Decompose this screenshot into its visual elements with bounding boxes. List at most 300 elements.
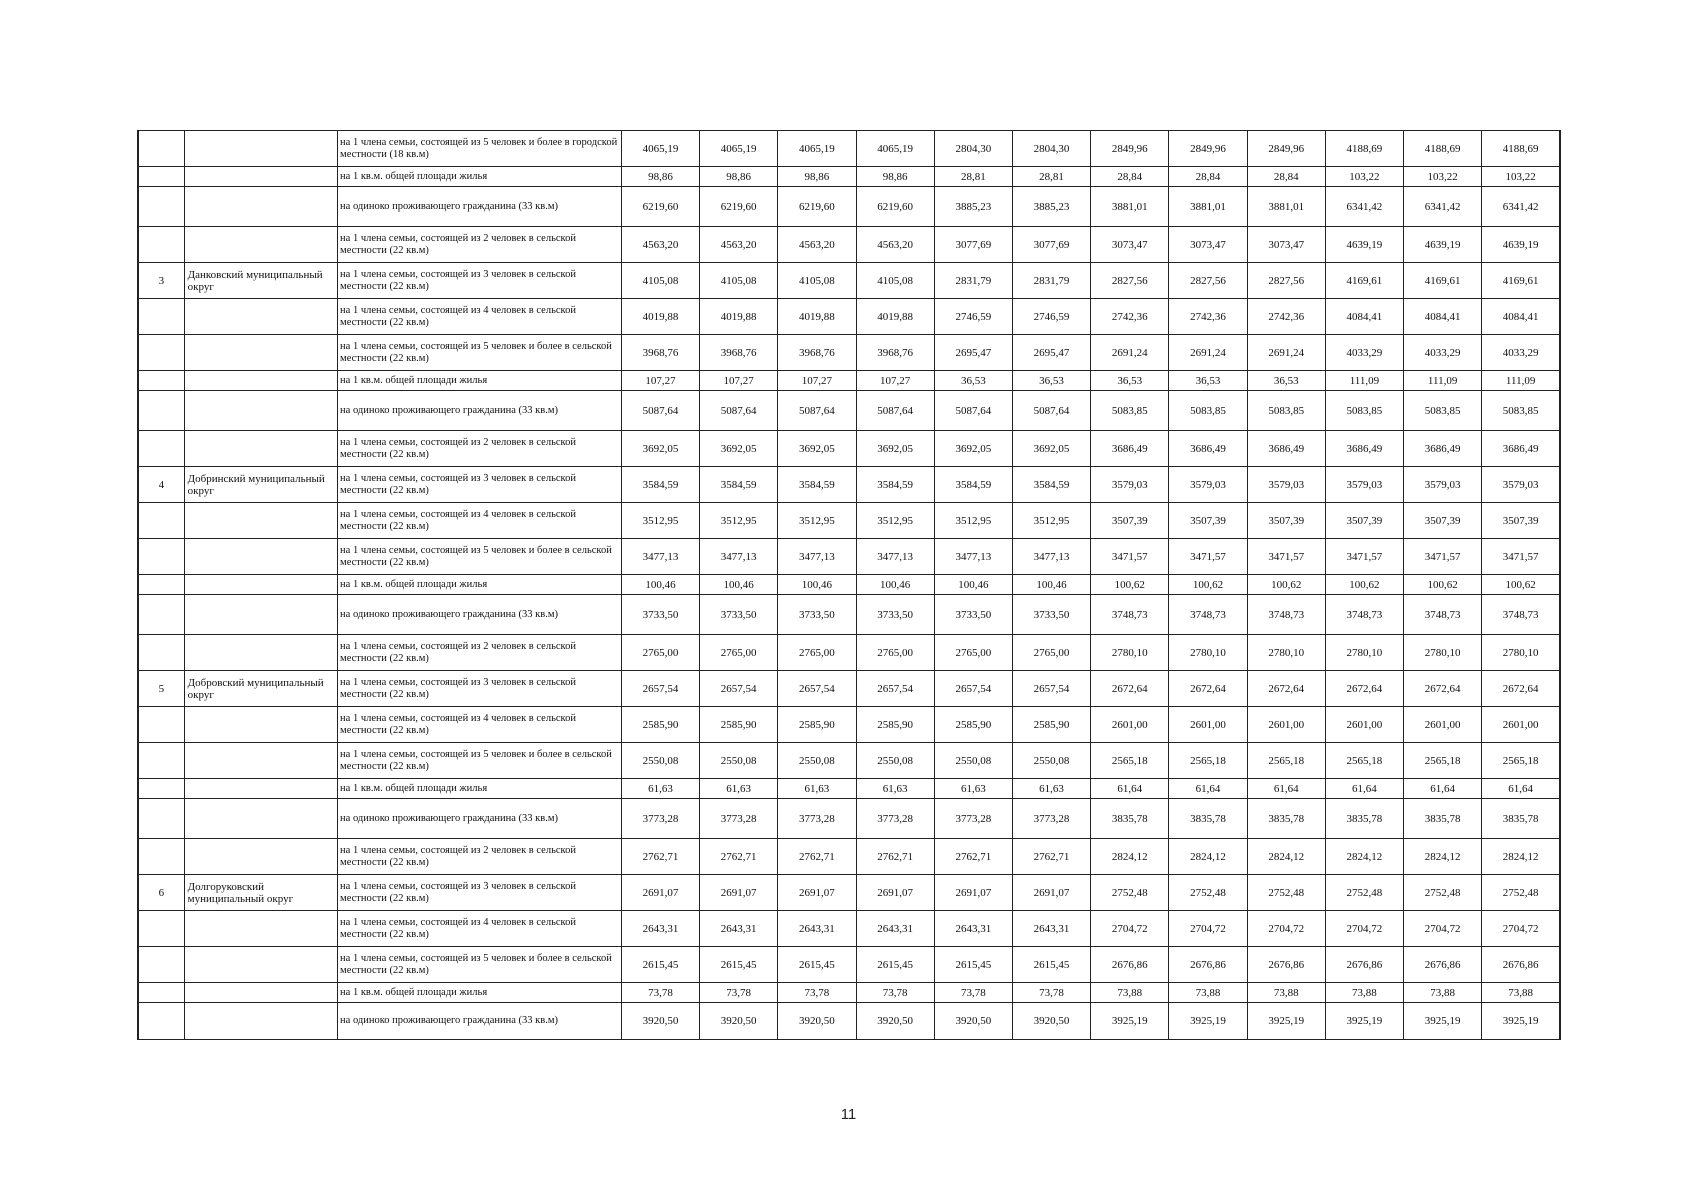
value-cell: 2676,86 bbox=[1091, 947, 1169, 983]
value-cell: 100,46 bbox=[621, 575, 699, 595]
district-index: 3 bbox=[138, 263, 184, 299]
value-cell: 2657,54 bbox=[934, 671, 1012, 707]
value-cell: 3773,28 bbox=[934, 799, 1012, 839]
value-cell: 3512,95 bbox=[856, 503, 934, 539]
value-cell: 4019,88 bbox=[856, 299, 934, 335]
value-cell: 73,78 bbox=[934, 983, 1012, 1003]
price-table bbox=[137, 130, 1561, 1040]
row-label: на 1 члена семьи, состоящей из 2 человек в сельской местности (22 кв.м) bbox=[338, 635, 622, 671]
table-row bbox=[138, 799, 1560, 839]
value-cell: 73,88 bbox=[1482, 983, 1560, 1003]
value-cell: 3920,50 bbox=[700, 1003, 778, 1040]
value-cell: 2643,31 bbox=[856, 911, 934, 947]
value-cell: 3512,95 bbox=[1012, 503, 1090, 539]
value-cell: 3733,50 bbox=[621, 595, 699, 635]
value-cell: 4639,19 bbox=[1325, 227, 1403, 263]
table-row bbox=[138, 743, 1560, 779]
value-cell: 2752,48 bbox=[1247, 875, 1325, 911]
value-cell: 3881,01 bbox=[1091, 187, 1169, 227]
row-label: на 1 члена семьи, состоящей из 5 человек и более в сельской местности (22 кв.м) bbox=[338, 743, 622, 779]
district-index bbox=[138, 391, 184, 431]
table-row bbox=[138, 875, 1560, 911]
value-cell: 3471,57 bbox=[1169, 539, 1247, 575]
value-cell: 2676,86 bbox=[1247, 947, 1325, 983]
value-cell: 3835,78 bbox=[1325, 799, 1403, 839]
row-label: на 1 члена семьи, состоящей из 3 человек в сельской местности (22 кв.м) bbox=[338, 875, 622, 911]
value-cell: 2824,12 bbox=[1169, 839, 1247, 875]
table-row bbox=[138, 575, 1560, 595]
value-cell: 3686,49 bbox=[1482, 431, 1560, 467]
value-cell: 61,64 bbox=[1325, 779, 1403, 799]
value-cell: 2691,24 bbox=[1247, 335, 1325, 371]
value-cell: 111,09 bbox=[1325, 371, 1403, 391]
value-cell: 5083,85 bbox=[1325, 391, 1403, 431]
value-cell: 28,81 bbox=[934, 167, 1012, 187]
value-cell: 2672,64 bbox=[1482, 671, 1560, 707]
value-cell: 5087,64 bbox=[934, 391, 1012, 431]
value-cell: 2643,31 bbox=[778, 911, 856, 947]
value-cell: 2704,72 bbox=[1091, 911, 1169, 947]
value-cell: 3968,76 bbox=[621, 335, 699, 371]
value-cell: 2831,79 bbox=[934, 263, 1012, 299]
value-cell: 3512,95 bbox=[700, 503, 778, 539]
value-cell: 2691,07 bbox=[700, 875, 778, 911]
value-cell: 3471,57 bbox=[1482, 539, 1560, 575]
row-label: на одиноко проживающего гражданина (33 кв.м) bbox=[338, 187, 622, 227]
value-cell: 36,53 bbox=[1091, 371, 1169, 391]
value-cell: 2601,00 bbox=[1247, 707, 1325, 743]
district-name bbox=[184, 595, 337, 635]
value-cell: 2672,64 bbox=[1404, 671, 1482, 707]
district-index bbox=[138, 839, 184, 875]
district-name bbox=[184, 575, 337, 595]
value-cell: 103,22 bbox=[1325, 167, 1403, 187]
value-cell: 4563,20 bbox=[856, 227, 934, 263]
row-label: на 1 члена семьи, состоящей из 4 человек в сельской местности (22 кв.м) bbox=[338, 911, 622, 947]
value-cell: 73,78 bbox=[1012, 983, 1090, 1003]
value-cell: 111,09 bbox=[1482, 371, 1560, 391]
district-name: Данковский муниципальный округ bbox=[184, 263, 337, 299]
value-cell: 5083,85 bbox=[1091, 391, 1169, 431]
value-cell: 3579,03 bbox=[1325, 467, 1403, 503]
district-name bbox=[184, 503, 337, 539]
value-cell: 2704,72 bbox=[1404, 911, 1482, 947]
table-row bbox=[138, 371, 1560, 391]
value-cell: 5087,64 bbox=[778, 391, 856, 431]
value-cell: 2585,90 bbox=[778, 707, 856, 743]
value-cell: 2643,31 bbox=[700, 911, 778, 947]
value-cell: 2585,90 bbox=[1012, 707, 1090, 743]
value-cell: 61,63 bbox=[700, 779, 778, 799]
district-index bbox=[138, 431, 184, 467]
district-index bbox=[138, 539, 184, 575]
table-row bbox=[138, 911, 1560, 947]
value-cell: 3968,76 bbox=[778, 335, 856, 371]
value-cell: 3584,59 bbox=[778, 467, 856, 503]
value-cell: 6219,60 bbox=[856, 187, 934, 227]
district-name bbox=[184, 391, 337, 431]
value-cell: 3835,78 bbox=[1482, 799, 1560, 839]
table-row bbox=[138, 983, 1560, 1003]
value-cell: 73,78 bbox=[856, 983, 934, 1003]
row-label: на 1 члена семьи, состоящей из 4 человек в сельской местности (22 кв.м) bbox=[338, 707, 622, 743]
value-cell: 2746,59 bbox=[934, 299, 1012, 335]
district-name bbox=[184, 839, 337, 875]
value-cell: 5087,64 bbox=[621, 391, 699, 431]
table-row bbox=[138, 839, 1560, 875]
value-cell: 6219,60 bbox=[778, 187, 856, 227]
value-cell: 4169,61 bbox=[1325, 263, 1403, 299]
row-label: на 1 члена семьи, состоящей из 2 человек в сельской местности (22 кв.м) bbox=[338, 227, 622, 263]
district-name bbox=[184, 299, 337, 335]
value-cell: 2849,96 bbox=[1247, 131, 1325, 167]
value-cell: 2691,07 bbox=[1012, 875, 1090, 911]
table-body bbox=[138, 131, 1560, 1040]
value-cell: 2780,10 bbox=[1482, 635, 1560, 671]
district-index bbox=[138, 707, 184, 743]
value-cell: 2672,64 bbox=[1325, 671, 1403, 707]
value-cell: 2824,12 bbox=[1247, 839, 1325, 875]
table-row bbox=[138, 671, 1560, 707]
value-cell: 4563,20 bbox=[778, 227, 856, 263]
value-cell: 2691,07 bbox=[621, 875, 699, 911]
value-cell: 3692,05 bbox=[621, 431, 699, 467]
value-cell: 100,62 bbox=[1325, 575, 1403, 595]
value-cell: 2824,12 bbox=[1091, 839, 1169, 875]
value-cell: 2615,45 bbox=[934, 947, 1012, 983]
value-cell: 4019,88 bbox=[778, 299, 856, 335]
value-cell: 3686,49 bbox=[1247, 431, 1325, 467]
row-label: на одиноко проживающего гражданина (33 кв.м) bbox=[338, 1003, 622, 1040]
value-cell: 2550,08 bbox=[1012, 743, 1090, 779]
value-cell: 3507,39 bbox=[1247, 503, 1325, 539]
row-label: на 1 члена семьи, состоящей из 4 человек в сельской местности (22 кв.м) bbox=[338, 299, 622, 335]
value-cell: 3073,47 bbox=[1091, 227, 1169, 263]
value-cell: 2657,54 bbox=[856, 671, 934, 707]
page-number: 11 bbox=[840, 1106, 857, 1123]
district-index bbox=[138, 299, 184, 335]
value-cell: 2704,72 bbox=[1482, 911, 1560, 947]
value-cell: 28,84 bbox=[1091, 167, 1169, 187]
table-row bbox=[138, 227, 1560, 263]
value-cell: 3881,01 bbox=[1169, 187, 1247, 227]
district-index: 6 bbox=[138, 875, 184, 911]
value-cell: 3686,49 bbox=[1325, 431, 1403, 467]
value-cell: 3920,50 bbox=[1012, 1003, 1090, 1040]
value-cell: 2780,10 bbox=[1091, 635, 1169, 671]
value-cell: 98,86 bbox=[621, 167, 699, 187]
value-cell: 73,88 bbox=[1169, 983, 1247, 1003]
table-row bbox=[138, 503, 1560, 539]
value-cell: 2565,18 bbox=[1404, 743, 1482, 779]
value-cell: 5083,85 bbox=[1247, 391, 1325, 431]
value-cell: 3748,73 bbox=[1091, 595, 1169, 635]
value-cell: 3477,13 bbox=[778, 539, 856, 575]
row-label: на 1 члена семьи, состоящей из 5 человек и более в городской местности (18 кв.м) bbox=[338, 131, 622, 167]
value-cell: 3692,05 bbox=[778, 431, 856, 467]
table-row bbox=[138, 335, 1560, 371]
row-label: на одиноко проживающего гражданина (33 кв.м) bbox=[338, 391, 622, 431]
district-name bbox=[184, 167, 337, 187]
row-label: на 1 члена семьи, состоящей из 3 человек в сельской местности (22 кв.м) bbox=[338, 467, 622, 503]
value-cell: 2550,08 bbox=[778, 743, 856, 779]
value-cell: 100,46 bbox=[1012, 575, 1090, 595]
value-cell: 3477,13 bbox=[1012, 539, 1090, 575]
value-cell: 3579,03 bbox=[1169, 467, 1247, 503]
value-cell: 4033,29 bbox=[1482, 335, 1560, 371]
value-cell: 2742,36 bbox=[1091, 299, 1169, 335]
value-cell: 3773,28 bbox=[856, 799, 934, 839]
row-label: на 1 члена семьи, состоящей из 5 человек и более в сельской местности (22 кв.м) bbox=[338, 539, 622, 575]
value-cell: 4105,08 bbox=[700, 263, 778, 299]
value-cell: 73,78 bbox=[778, 983, 856, 1003]
district-name bbox=[184, 131, 337, 167]
value-cell: 2762,71 bbox=[700, 839, 778, 875]
value-cell: 2695,47 bbox=[934, 335, 1012, 371]
value-cell: 2565,18 bbox=[1325, 743, 1403, 779]
row-label: на 1 члена семьи, состоящей из 5 человек и более в сельской местности (22 кв.м) bbox=[338, 335, 622, 371]
table-row bbox=[138, 131, 1560, 167]
value-cell: 3748,73 bbox=[1247, 595, 1325, 635]
row-label: на 1 члена семьи, состоящей из 5 человек и более в сельской местности (22 кв.м) bbox=[338, 947, 622, 983]
value-cell: 107,27 bbox=[700, 371, 778, 391]
value-cell: 2765,00 bbox=[1012, 635, 1090, 671]
value-cell: 2827,56 bbox=[1247, 263, 1325, 299]
value-cell: 6341,42 bbox=[1404, 187, 1482, 227]
value-cell: 36,53 bbox=[1012, 371, 1090, 391]
district-index bbox=[138, 167, 184, 187]
value-cell: 3073,47 bbox=[1169, 227, 1247, 263]
district-name: Долгоруковский муниципальный округ bbox=[184, 875, 337, 911]
value-cell: 61,63 bbox=[856, 779, 934, 799]
district-index bbox=[138, 131, 184, 167]
value-cell: 3748,73 bbox=[1482, 595, 1560, 635]
value-cell: 2765,00 bbox=[700, 635, 778, 671]
value-cell: 100,46 bbox=[700, 575, 778, 595]
value-cell: 4169,61 bbox=[1404, 263, 1482, 299]
value-cell: 6219,60 bbox=[621, 187, 699, 227]
value-cell: 2765,00 bbox=[778, 635, 856, 671]
value-cell: 2762,71 bbox=[778, 839, 856, 875]
district-name bbox=[184, 947, 337, 983]
district-name bbox=[184, 779, 337, 799]
table-row bbox=[138, 707, 1560, 743]
district-name bbox=[184, 707, 337, 743]
district-name bbox=[184, 635, 337, 671]
district-name bbox=[184, 983, 337, 1003]
value-cell: 2643,31 bbox=[934, 911, 1012, 947]
value-cell: 3925,19 bbox=[1091, 1003, 1169, 1040]
district-index bbox=[138, 779, 184, 799]
value-cell: 2704,72 bbox=[1247, 911, 1325, 947]
row-label: на 1 кв.м. общей площади жилья bbox=[338, 167, 622, 187]
row-label: на 1 кв.м. общей площади жилья bbox=[338, 575, 622, 595]
value-cell: 2804,30 bbox=[934, 131, 1012, 167]
value-cell: 3733,50 bbox=[778, 595, 856, 635]
value-cell: 3579,03 bbox=[1091, 467, 1169, 503]
value-cell: 2765,00 bbox=[856, 635, 934, 671]
value-cell: 2691,07 bbox=[778, 875, 856, 911]
value-cell: 2601,00 bbox=[1325, 707, 1403, 743]
table-row bbox=[138, 779, 1560, 799]
value-cell: 2827,56 bbox=[1169, 263, 1247, 299]
value-cell: 3925,19 bbox=[1482, 1003, 1560, 1040]
value-cell: 3471,57 bbox=[1247, 539, 1325, 575]
value-cell: 2691,24 bbox=[1169, 335, 1247, 371]
value-cell: 107,27 bbox=[856, 371, 934, 391]
value-cell: 2752,48 bbox=[1404, 875, 1482, 911]
value-cell: 2676,86 bbox=[1169, 947, 1247, 983]
value-cell: 3507,39 bbox=[1091, 503, 1169, 539]
value-cell: 4065,19 bbox=[856, 131, 934, 167]
district-index bbox=[138, 503, 184, 539]
value-cell: 2585,90 bbox=[934, 707, 1012, 743]
value-cell: 3925,19 bbox=[1325, 1003, 1403, 1040]
value-cell: 103,22 bbox=[1404, 167, 1482, 187]
table-row bbox=[138, 635, 1560, 671]
value-cell: 3835,78 bbox=[1091, 799, 1169, 839]
value-cell: 3968,76 bbox=[856, 335, 934, 371]
value-cell: 3077,69 bbox=[1012, 227, 1090, 263]
value-cell: 5083,85 bbox=[1169, 391, 1247, 431]
value-cell: 3507,39 bbox=[1169, 503, 1247, 539]
district-index: 4 bbox=[138, 467, 184, 503]
value-cell: 3692,05 bbox=[856, 431, 934, 467]
value-cell: 2695,47 bbox=[1012, 335, 1090, 371]
table-row bbox=[138, 539, 1560, 575]
value-cell: 2585,90 bbox=[856, 707, 934, 743]
value-cell: 2657,54 bbox=[778, 671, 856, 707]
value-cell: 2780,10 bbox=[1404, 635, 1482, 671]
value-cell: 2780,10 bbox=[1247, 635, 1325, 671]
value-cell: 3920,50 bbox=[934, 1003, 1012, 1040]
district-name bbox=[184, 743, 337, 779]
value-cell: 98,86 bbox=[700, 167, 778, 187]
district-index bbox=[138, 371, 184, 391]
value-cell: 2643,31 bbox=[1012, 911, 1090, 947]
value-cell: 3692,05 bbox=[700, 431, 778, 467]
value-cell: 100,62 bbox=[1404, 575, 1482, 595]
value-cell: 3748,73 bbox=[1404, 595, 1482, 635]
table-row bbox=[138, 947, 1560, 983]
district-index bbox=[138, 187, 184, 227]
value-cell: 2643,31 bbox=[621, 911, 699, 947]
value-cell: 2565,18 bbox=[1169, 743, 1247, 779]
table-row bbox=[138, 187, 1560, 227]
value-cell: 3692,05 bbox=[934, 431, 1012, 467]
value-cell: 2672,64 bbox=[1169, 671, 1247, 707]
value-cell: 107,27 bbox=[778, 371, 856, 391]
value-cell: 3920,50 bbox=[856, 1003, 934, 1040]
value-cell: 2831,79 bbox=[1012, 263, 1090, 299]
value-cell: 100,62 bbox=[1169, 575, 1247, 595]
value-cell: 2827,56 bbox=[1091, 263, 1169, 299]
value-cell: 2704,72 bbox=[1325, 911, 1403, 947]
value-cell: 2672,64 bbox=[1247, 671, 1325, 707]
row-label: на 1 члена семьи, состоящей из 4 человек в сельской местности (22 кв.м) bbox=[338, 503, 622, 539]
value-cell: 2550,08 bbox=[856, 743, 934, 779]
district-name bbox=[184, 187, 337, 227]
value-cell: 5083,85 bbox=[1482, 391, 1560, 431]
value-cell: 2565,18 bbox=[1482, 743, 1560, 779]
district-index: 5 bbox=[138, 671, 184, 707]
row-label: на 1 члена семьи, состоящей из 2 человек в сельской местности (22 кв.м) bbox=[338, 431, 622, 467]
value-cell: 2691,24 bbox=[1091, 335, 1169, 371]
district-index bbox=[138, 595, 184, 635]
table-row bbox=[138, 167, 1560, 187]
value-cell: 4033,29 bbox=[1404, 335, 1482, 371]
district-name bbox=[184, 1003, 337, 1040]
value-cell: 5087,64 bbox=[700, 391, 778, 431]
row-label: на 1 члена семьи, состоящей из 3 человек в сельской местности (22 кв.м) bbox=[338, 671, 622, 707]
value-cell: 73,88 bbox=[1325, 983, 1403, 1003]
district-name bbox=[184, 431, 337, 467]
value-cell: 3477,13 bbox=[934, 539, 1012, 575]
district-index bbox=[138, 743, 184, 779]
value-cell: 73,88 bbox=[1404, 983, 1482, 1003]
value-cell: 4084,41 bbox=[1482, 299, 1560, 335]
value-cell: 100,46 bbox=[856, 575, 934, 595]
value-cell: 3471,57 bbox=[1404, 539, 1482, 575]
value-cell: 3920,50 bbox=[621, 1003, 699, 1040]
value-cell: 3073,47 bbox=[1247, 227, 1325, 263]
value-cell: 4019,88 bbox=[700, 299, 778, 335]
value-cell: 2824,12 bbox=[1404, 839, 1482, 875]
value-cell: 3733,50 bbox=[700, 595, 778, 635]
value-cell: 4188,69 bbox=[1482, 131, 1560, 167]
district-index bbox=[138, 799, 184, 839]
value-cell: 2752,48 bbox=[1325, 875, 1403, 911]
table-row bbox=[138, 595, 1560, 635]
value-cell: 3584,59 bbox=[621, 467, 699, 503]
value-cell: 4105,08 bbox=[778, 263, 856, 299]
district-name: Добровский муниципальный округ bbox=[184, 671, 337, 707]
value-cell: 6341,42 bbox=[1482, 187, 1560, 227]
value-cell: 3968,76 bbox=[700, 335, 778, 371]
value-cell: 2615,45 bbox=[1012, 947, 1090, 983]
value-cell: 2601,00 bbox=[1169, 707, 1247, 743]
row-label: на 1 кв.м. общей площади жилья bbox=[338, 371, 622, 391]
value-cell: 3477,13 bbox=[621, 539, 699, 575]
district-index bbox=[138, 911, 184, 947]
table-row bbox=[138, 431, 1560, 467]
value-cell: 61,64 bbox=[1247, 779, 1325, 799]
value-cell: 2691,07 bbox=[856, 875, 934, 911]
row-label: на одиноко проживающего гражданина (33 кв.м) bbox=[338, 595, 622, 635]
value-cell: 61,64 bbox=[1482, 779, 1560, 799]
value-cell: 2565,18 bbox=[1091, 743, 1169, 779]
district-index bbox=[138, 983, 184, 1003]
value-cell: 3507,39 bbox=[1482, 503, 1560, 539]
value-cell: 3507,39 bbox=[1404, 503, 1482, 539]
value-cell: 3733,50 bbox=[934, 595, 1012, 635]
value-cell: 3885,23 bbox=[1012, 187, 1090, 227]
value-cell: 2550,08 bbox=[621, 743, 699, 779]
value-cell: 3692,05 bbox=[1012, 431, 1090, 467]
value-cell: 28,84 bbox=[1247, 167, 1325, 187]
value-cell: 6341,42 bbox=[1325, 187, 1403, 227]
value-cell: 2550,08 bbox=[700, 743, 778, 779]
value-cell: 4188,69 bbox=[1404, 131, 1482, 167]
row-label: на 1 члена семьи, состоящей из 3 человек в сельской местности (22 кв.м) bbox=[338, 263, 622, 299]
value-cell: 36,53 bbox=[1247, 371, 1325, 391]
district-name bbox=[184, 799, 337, 839]
value-cell: 2565,18 bbox=[1247, 743, 1325, 779]
value-cell: 2676,86 bbox=[1325, 947, 1403, 983]
value-cell: 100,62 bbox=[1091, 575, 1169, 595]
value-cell: 3835,78 bbox=[1404, 799, 1482, 839]
value-cell: 4639,19 bbox=[1404, 227, 1482, 263]
